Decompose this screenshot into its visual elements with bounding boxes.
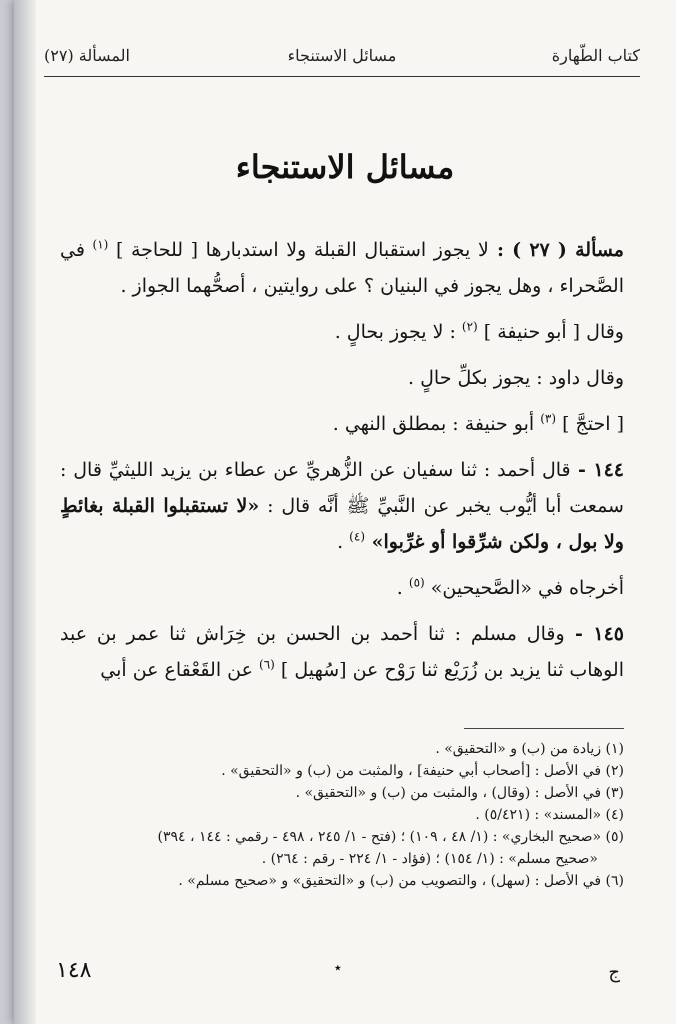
main-text	[60, 232, 624, 698]
paragraph-hadith-145	[60, 616, 624, 688]
running-header	[44, 46, 640, 70]
footnote-1: (١) زيادة من (ب) و «التحقيق» .	[435, 741, 624, 757]
signature-mark: ج	[608, 962, 620, 983]
book-page	[14, 0, 676, 1024]
issue-text: لا يجوز استقبال القبلة ولا استدبارها [ للحاجة ]	[108, 239, 489, 261]
header-section-title: مسائل الاستنجاء	[287, 46, 397, 65]
abu-hanifa-tail: : لا يجوز بحالٍ .	[334, 321, 462, 343]
issue-text-tail: في الصَّحراء ، وهل يجوز في البنيان ؟ على روايتين ، أصحُّهما الجواز .	[60, 239, 624, 297]
paragraph-dawud	[60, 360, 624, 396]
footnote-5-continued: «صحيح مسلم» : (١/ ١٥٤) ؛ (فؤاد - ١/ ٢٢٤ - رقم : ٢٦٤) .	[261, 851, 598, 867]
hadith-144-number: ١٤٤ -	[570, 459, 624, 481]
footnote-divider	[464, 728, 624, 729]
argument-tail: أبو حنيفة : بمطلق النهي .	[332, 413, 541, 435]
paragraph-argument	[60, 406, 624, 442]
hadith-145-number: ١٤٥ -	[564, 623, 624, 645]
sahihayn-tail: .	[396, 577, 409, 599]
paragraph-issue-27	[60, 232, 624, 304]
header-divider	[44, 76, 640, 77]
footnote-6: (٦) في الأصل : (سهل) ، والتصويب من (ب) و «التحقيق» و «صحيح مسلم» .	[178, 873, 624, 889]
hadith-144-tail: .	[337, 531, 350, 553]
abu-hanifa-text: وقال [ أبو حنيفة ]	[477, 321, 624, 343]
header-issue-number: المسألة (٢٧)	[44, 46, 130, 65]
header-book-title: كتاب الطّهارة	[551, 46, 640, 65]
footnote-ref-1: (١)	[92, 237, 109, 252]
footnote-ref-5: (٥)	[408, 575, 425, 590]
footnotes	[64, 738, 624, 892]
footnote-ref-4: (٤)	[349, 529, 365, 544]
footnote-5: (٥) «صحيح البخاري» : (١/ ٤٨ ، ١٠٩) ؛ (فتح - ١/ ٢٤٥ ، ٤٩٨ - رقمي : ١٤٤ ، ٣٩٤)	[157, 829, 624, 845]
dawud-text: وقال داود : يجوز بكلِّ حالٍ .	[408, 367, 624, 389]
footnote-4: (٤) «المسند» : (٥/٤٢١) .	[475, 807, 624, 823]
page-number: ١٤٨	[56, 958, 92, 983]
issue-lead: مسألة ( ٢٧ ) :	[488, 239, 624, 261]
hadith-145-tail: عن القَعْقاع عن أبي	[100, 659, 259, 681]
center-mark: ٭	[334, 960, 342, 976]
chapter-title: مسائل الاستنجاء	[235, 148, 455, 186]
footnote-2: (٢) في الأصل : [أصحاب أبي حنيفة] ، والمثبت من (ب) و «التحقيق» .	[221, 763, 624, 779]
sahihayn-text: أخرجاه في «الصَّحيحين»	[424, 577, 624, 599]
paragraph-hadith-144	[60, 452, 624, 560]
hadith-144-chain: قال أحمد : ثنا سفيان عن الزُّهريِّ عن عطاء بن يزيد الليثيِّ قال : سمعت أبا أيُّوب يخبر عن النَّبيِّ ﷺ أنَّه قال :	[60, 459, 624, 517]
hadith-144-matn: «لا تستقبلوا القبلة بغائطٍ ولا بول ، ولكن شرِّقوا أو غرِّبوا»	[60, 495, 624, 553]
footnote-3: (٣) في الأصل : (وقال) ، والمثبت من (ب) و «التحقيق» .	[295, 785, 624, 801]
footnote-ref-2: (٢)	[461, 319, 478, 334]
hadith-145-chain: وقال مسلم : ثنا أحمد بن الحسن بن خِرَاش ثنا عمر بن عبد الوهاب ثنا يزيد بن زُرَيْع ثنا رَوْح عن [سُهيل ]	[60, 623, 624, 681]
paragraph-abu-hanifa	[60, 314, 624, 350]
paragraph-sahihayn	[60, 570, 624, 606]
footnote-ref-3: (٣)	[540, 411, 557, 426]
footnote-ref-6: (٦)	[259, 657, 275, 672]
argument-text: [ احتجَّ ]	[556, 413, 624, 435]
